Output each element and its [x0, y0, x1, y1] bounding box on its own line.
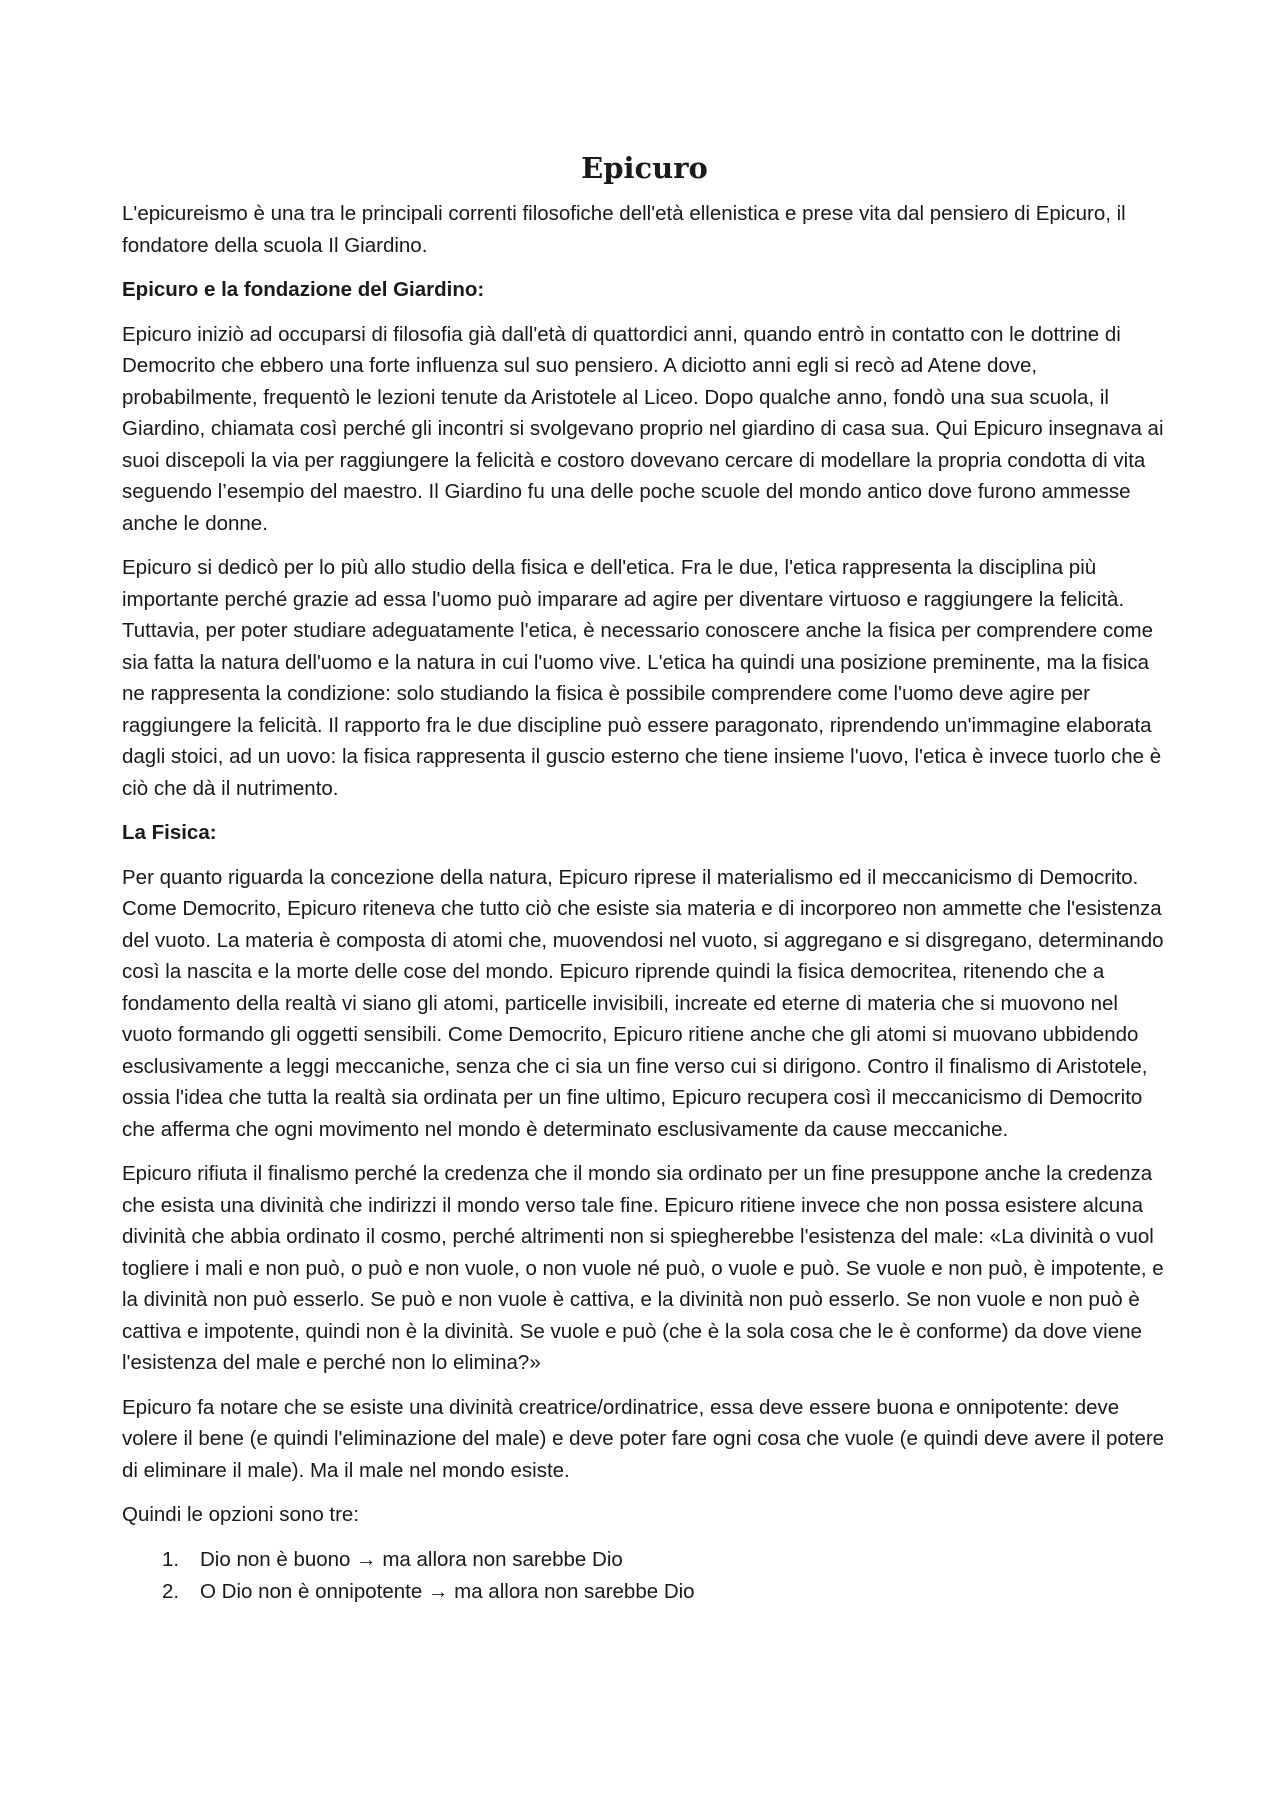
section-heading-giardino: Epicuro e la fondazione del Giardino: [122, 278, 485, 301]
list-item-text: Dio non è buono → ma allora non sarebbe Dio [200, 1547, 623, 1571]
list-item [122, 1576, 1167, 1608]
page-title: Epicuro [581, 151, 708, 185]
list-item [122, 1544, 1167, 1576]
paragraph: Per quanto riguarda la concezione della natura, Epicuro riprese il materialismo ed il meccanicismo di Democrito. Come Democrito, Epicuro riteneva che tutto ciò che esiste sia materia e di incorporeo non ammette che l'esistenza del vuoto. La materia è composta di atomi che, muovendosi nel vuoto, si aggregano e si disgregano, determinando così la nascita e la morte delle cose del mondo. Epicuro riprende quindi la fisica democritea, ritenendo che a fondamento della realtà vi siano gli atomi, particelle invisibili, increate ed eterne di materia che si muovono nel vuoto formando gli oggetti sensibili. Come Democrito, Epicuro ritiene anche che gli atomi si muovano ubbidendo esclusivamente a leggi meccaniche, senza che ci sia un fine verso cui si dirigono. Contro il finalismo di Aristotele, ossia l'idea che tutta la realtà sia ordinata per un fine ultimo, Epicuro recupera così il meccanicismo di Democrito che afferma che ogni movimento nel mondo è determinato esclusivamente da cause meccaniche. [122, 865, 1164, 1141]
document-body [122, 148, 1167, 1608]
options-list [122, 1544, 1167, 1608]
list-item-text: O Dio non è onnipotente → ma allora non sarebbe Dio [200, 1579, 695, 1603]
paragraph: Epicuro iniziò ad occuparsi di filosofia già dall'età di quattordici anni, quando entrò in contatto con le dottrine di Democrito che ebbero una forte influenza sul suo pensiero. A diciotto anni egli si recò ad Atene dove, probabilmente, frequentò le lezioni tenute da Aristotele al Liceo. Dopo qualche anno, fondò una sua scuola, il Giardino, chiamata così perché gli incontri si svolgevano proprio nel giardino di casa sua. Qui Epicuro insegnava ai suoi discepoli la via per raggiungere la felicità e costoro dovevano cercare di modellare la propria condotta di vita seguendo l’esempio del maestro. Il Giardino fu una delle poche scuole del mondo antico dove furono ammesse anche le donne. [122, 322, 1164, 535]
paragraph: Quindi le opzioni sono tre: [122, 1503, 360, 1526]
list-item-number: 2. [162, 1579, 180, 1603]
list-item-number: 1. [162, 1547, 180, 1571]
paragraph: Epicuro si dedicò per lo più allo studio della fisica e dell'etica. Fra le due, l'etica rappresenta la disciplina più importante perché grazie ad essa l'uomo può imparare ad agire per diventare virtuoso e raggiungere la felicità. Tuttavia, per poter studiare adeguatamente l'etica, è necessario conoscere anche la fisica per comprendere come sia fatta la natura dell'uomo e la natura in cui l'uomo vive. L'etica ha quindi una posizione preminente, ma la fisica ne rappresenta la condizione: solo studiando la fisica è possibile comprendere come l'uomo deve agire per raggiungere la felicità. Il rapporto fra le due discipline può essere paragonato, riprendendo un'immagine elaborata dagli stoici, ad un uovo: la fisica rappresenta il guscio esterno che tiene insieme l'uovo, l'etica è invece tuorlo che è ciò che dà il nutrimento. [122, 556, 1162, 800]
paragraph: Epicuro fa notare che se esiste una divinità creatrice/ordinatrice, essa deve essere buona e onnipotente: deve volere il bene (e quindi l'eliminazione del male) e deve poter fare ogni cosa che vuole (e quindi deve avere il potere di eliminare il male). Ma il male nel mondo esiste. [122, 1395, 1165, 1482]
intro-paragraph: L'epicureismo è una tra le principali correnti filosofiche dell'età ellenistica e prese vita dal pensiero di Epicuro, il fondatore della scuola Il Giardino. [122, 202, 1126, 257]
paragraph: Epicuro rifiuta il finalismo perché la credenza che il mondo sia ordinato per un fine presuppone anche la credenza che esista una divinità che indirizzi il mondo verso tale fine. Epicuro ritiene invece che non possa esistere alcuna divinità che abbia ordinato il cosmo, perché altrimenti non si spiegherebbe l'esistenza del male: «La divinità o vuol togliere i mali e non può, o può e non vuole, o non vuole né può, o vuole e può. Se vuole e non può, è impotente, e la divinità non può esserlo. Se può e non vuole è cattiva, e la divinità non può esserlo. Se non vuole e non può è cattiva e impotente, quindi non è la divinità. Se vuole e può (che è la sola cosa che le è conforme) da dove viene l'esistenza del male e perché non lo elimina?» [122, 1162, 1164, 1374]
section-heading-fisica: La Fisica: [122, 821, 217, 844]
